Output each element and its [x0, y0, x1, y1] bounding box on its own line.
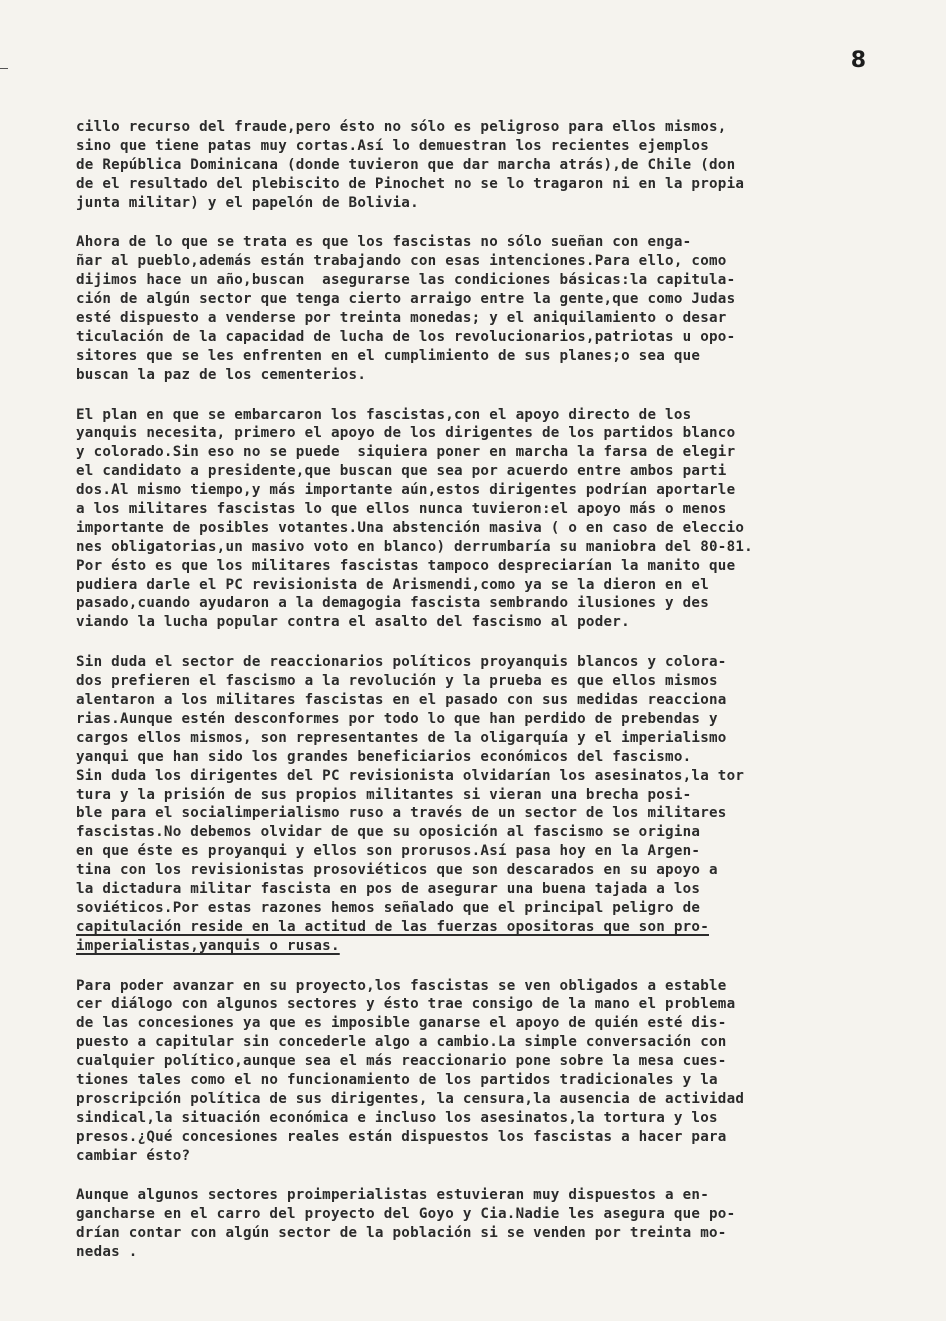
text-line: tiones tales como el no funcionamiento de los partidos tradicionales y la	[76, 1071, 718, 1088]
page-number: 8	[850, 48, 866, 73]
text-line: yanquis necesita, primero el apoyo de los dirigentes de los partidos blanco	[76, 425, 736, 442]
text-line: de República Dominicana (donde tuvieron que dar marcha atrás),de Chile (don	[76, 156, 736, 173]
text-line: en que éste es proyanqui y ellos son prorusos.Así pasa hoy en la Argen-	[76, 843, 701, 860]
text-line: cambiar ésto?	[76, 1147, 191, 1164]
text-line: a los militares fascistas lo que ellos nunca tuvieron:el apoyo más o menos	[76, 501, 727, 518]
text-line: El plan en que se embarcaron los fascistas,con el apoyo directo de los	[76, 406, 692, 423]
text-line: junta militar) y el papelón de Bolivia.	[76, 194, 419, 211]
text-line: ble para el socialimperialismo ruso a través de un sector de los militares	[76, 805, 727, 822]
text-line: nes obligatorias,un masivo voto en blanco) derrumbaría su maniobra del 80-81.	[76, 538, 753, 555]
paragraph-5	[76, 977, 876, 1166]
text-line: ñar al pueblo,además están trabajando con esas intenciones.Para ello, como	[76, 253, 727, 270]
text-line: de las concesiones ya que es imposible ganarse el apoyo de quién esté dis-	[76, 1015, 727, 1032]
paragraph-6	[76, 1186, 876, 1262]
text-line: Ahora de lo que se trata es que los fascistas no sólo sueñan con enga-	[76, 234, 692, 251]
text-line: gancharse en el carro del proyecto del Goyo y Cia.Nadie les asegura que po-	[76, 1206, 736, 1223]
text-line: presos.¿Qué concesiones reales están dispuestos los fascistas a hacer para	[76, 1128, 727, 1145]
text-line: Por ésto es que los militares fascistas tampoco despreciarían la manito que	[76, 557, 736, 574]
text-line: ción de algún sector que tenga cierto arraigo entre la gente,que como Judas	[76, 291, 736, 308]
text-line: dos.Al mismo tiempo,y más importante aún,estos dirigentes podrían aportarle	[76, 482, 736, 499]
text-line: cargos ellos mismos, son representantes de la oligarquía y el imperialismo	[76, 729, 727, 746]
text-line: Para poder avanzar en su proyecto,los fascistas se ven obligados a estable	[76, 977, 727, 994]
text-line: tina con los revisionistas prosoviéticos que son descarados en su apoyo a	[76, 862, 718, 879]
text-line: soviéticos.Por estas razones hemos señalado que el principal peligro de	[76, 899, 701, 916]
text-line: rias.Aunque estén desconformes por todo lo que han perdido de prebendas y	[76, 710, 718, 727]
text-line: puesto a capitular sin concederle algo a cambio.La simple conversación con	[76, 1034, 727, 1051]
text-line: dijimos hace un año,buscan asegurarse las condiciones básicas:la capitula-	[76, 272, 736, 289]
underlined-text-line: capitulación reside en la actitud de las fuerzas opositoras que son pro-	[76, 918, 709, 935]
text-line: Sin duda el sector de reaccionarios políticos proyanquis blancos y colora-	[76, 654, 727, 671]
text-line: pasado,cuando ayudaron a la demagogia fascista sembrando ilusiones y des	[76, 595, 709, 612]
text-line: y colorado.Sin eso no se puede siquiera poner en marcha la farsa de elegir	[76, 444, 736, 461]
paragraph-1	[76, 118, 876, 212]
text-line: tura y la prisión de sus propios militantes si vieran una brecha posi-	[76, 786, 692, 803]
text-line: fascistas.No debemos olvidar de que su oposición al fascismo se origina	[76, 824, 701, 841]
text-line: el candidato a presidente,que buscan que sea por acuerdo entre ambos parti	[76, 463, 727, 480]
text-line: nedas .	[76, 1244, 138, 1261]
margin-mark	[0, 68, 8, 69]
paragraph-3	[76, 406, 876, 633]
text-line: cer diálogo con algunos sectores y ésto trae consigo de la mano el problema	[76, 996, 736, 1013]
text-line: Aunque algunos sectores proimperialistas estuvieran muy dispuestos a en-	[76, 1187, 709, 1204]
text-line: la dictadura militar fascista en pos de asegurar una buena tajada a los	[76, 880, 701, 897]
text-line: sitores que se les enfrenten en el cumplimiento de sus planes;o sea que	[76, 347, 701, 364]
text-line: cualquier político,aunque sea el más reaccionario pone sobre la mesa cues-	[76, 1053, 727, 1070]
text-line: dos prefieren el fascismo a la revolución y la prueba es que ellos mismos	[76, 673, 718, 690]
text-line: viando la lucha popular contra el asalto del fascismo al poder.	[76, 614, 630, 631]
text-line: yanqui que han sido los grandes beneficiarios económicos del fascismo.	[76, 748, 692, 765]
text-line: sino que tiene patas muy cortas.Así lo demuestran los recientes ejemplos	[76, 137, 709, 154]
text-line: buscan la paz de los cementerios.	[76, 366, 367, 383]
underlined-text-line: imperialistas,yanquis o rusas.	[76, 937, 340, 954]
text-line: Sin duda los dirigentes del PC revisionista olvidarían los asesinatos,la tor	[76, 767, 745, 784]
text-line: proscripción política de sus dirigentes, la censura,la ausencia de actividad	[76, 1090, 745, 1107]
text-line: cillo recurso del fraude,pero ésto no sólo es peligroso para ellos mismos,	[76, 119, 727, 135]
text-line: esté dispuesto a venderse por treinta monedas; y el aniquilamiento o desar	[76, 310, 727, 327]
text-line: alentaron a los militares fascistas en el pasado con sus medidas reacciona	[76, 692, 727, 709]
text-line: importante de posibles votantes.Una abstención masiva ( o en caso de eleccio	[76, 519, 745, 536]
paragraph-2	[76, 233, 876, 384]
text-line: sindical,la situación económica e incluso los asesinatos,la tortura y los	[76, 1109, 718, 1126]
text-line: de el resultado del plebiscito de Pinochet no se lo tragaron ni en la propia	[76, 175, 745, 192]
text-line: drían contar con algún sector de la población si se venden por treinta mo-	[76, 1225, 727, 1242]
text-line: ticulación de la capacidad de lucha de los revolucionarios,patriotas u opo-	[76, 328, 736, 345]
text-line: pudiera darle el PC revisionista de Arismendi,como ya se la dieron en el	[76, 576, 709, 593]
paragraph-4	[76, 653, 876, 955]
body-text	[76, 118, 876, 1283]
